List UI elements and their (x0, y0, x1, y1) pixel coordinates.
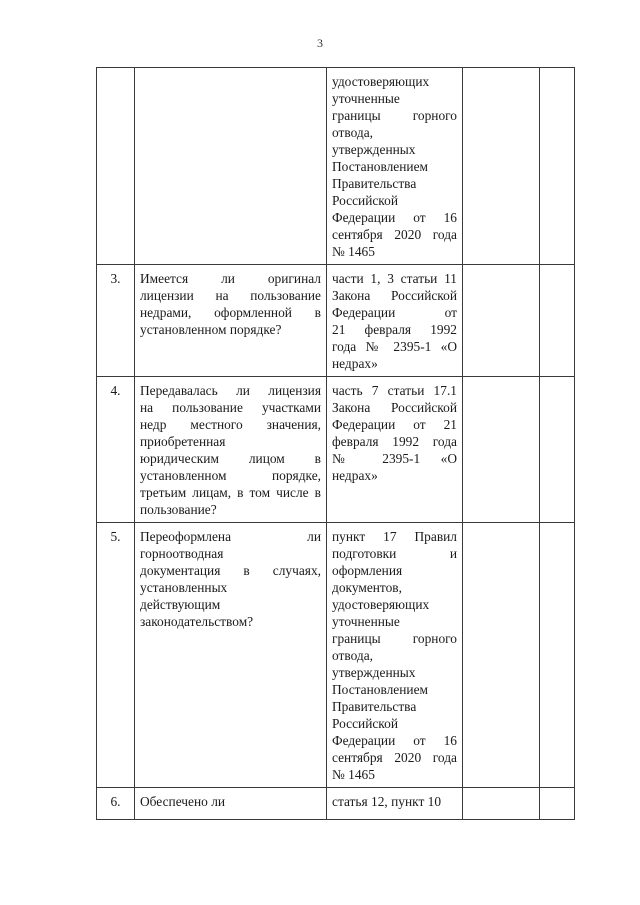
cell-text-line: юридическим лицом в (140, 451, 321, 466)
table-row (97, 788, 575, 820)
cell-text-line: установленном порядке? (140, 322, 282, 337)
cell-text-line: часть 7 статьи 17.1 (332, 383, 457, 398)
cell-text-line: оформления (332, 563, 403, 578)
note-cell (540, 377, 575, 523)
cell-text-line: приобретенная (140, 434, 226, 449)
cell-text-line: части 1, 3 статьи 11 (332, 271, 457, 286)
cell-text-line: документов, (332, 580, 402, 595)
cell-text-line: удостоверяющих (332, 74, 430, 89)
row-number: 3. (97, 265, 135, 377)
cell-text-line: отвода, (332, 125, 374, 140)
cell-text-line: горноотводная (140, 546, 224, 561)
row-number: 6. (97, 788, 135, 820)
row-number: 4. (97, 377, 135, 523)
question-cell (135, 68, 327, 265)
answer-cell (463, 523, 540, 788)
question-cell (135, 788, 327, 820)
cell-text-line: на пользование участками (140, 400, 321, 415)
cell-text-line: пункт 17 Правил (332, 529, 457, 544)
question-cell (135, 523, 327, 788)
cell-text-line: пользование? (140, 502, 217, 517)
note-cell (540, 265, 575, 377)
table-row (97, 377, 575, 523)
page-number: 3 (317, 36, 323, 50)
cell-text-line: сентября 2020 года (332, 750, 457, 765)
cell-text-line: подготовки и (332, 546, 457, 561)
cell-text-line: удостоверяющих (332, 597, 430, 612)
cell-text-line: Российской (332, 193, 398, 208)
cell-text-line: законодательством? (140, 614, 254, 629)
cell-text-line: установленных (140, 580, 228, 595)
cell-text-line: недрах» (332, 468, 378, 483)
cell-text-line: Правительства (332, 176, 417, 191)
legal-reference-cell (327, 265, 463, 377)
cell-text-line: уточненные (332, 614, 400, 629)
legal-reference-cell (327, 377, 463, 523)
cell-text-line: установленном порядке, (140, 468, 321, 483)
table-row (97, 523, 575, 788)
answer-cell (463, 788, 540, 820)
cell-text-line: документация в случаях, (140, 563, 321, 578)
row-number (97, 68, 135, 265)
cell-text-line: недрами, оформленной в (140, 305, 321, 320)
cell-text-line: Федерации от 16 (332, 210, 457, 225)
cell-text-line: Переоформлена ли (140, 529, 321, 544)
cell-text-line: февраля 1992 года (332, 434, 457, 449)
question-cell (135, 377, 327, 523)
answer-cell (463, 265, 540, 377)
answer-cell (463, 377, 540, 523)
cell-text-line: утвержденных (332, 142, 416, 157)
cell-text-line: Федерации от (332, 305, 457, 320)
cell-text-line: Закона Российской (332, 288, 457, 303)
cell-text-line: недрах» (332, 356, 378, 371)
cell-text-line: Постановлением (332, 682, 428, 697)
row-number: 5. (97, 523, 135, 788)
cell-text-line: № 2395-1 «О (332, 451, 457, 466)
cell-text-line: Имеется ли оригинал (140, 271, 321, 286)
cell-text-line: границы горного (332, 108, 457, 123)
cell-text-line: Федерации от 21 (332, 417, 457, 432)
cell-text-line: границы горного (332, 631, 457, 646)
cell-text-line: Обеспечено ли (140, 794, 226, 809)
cell-text-line: третьим лицам, в том числе в (140, 485, 321, 500)
legal-reference-cell (327, 788, 463, 820)
question-cell (135, 265, 327, 377)
note-cell (540, 788, 575, 820)
cell-text-line: Правительства (332, 699, 417, 714)
cell-text-line: утвержденных (332, 665, 416, 680)
cell-text-line: № 1465 (332, 767, 375, 782)
cell-text-line: уточненные (332, 91, 400, 106)
cell-text-line: Российской (332, 716, 398, 731)
checklist-table-body (97, 68, 575, 820)
cell-text-line: статья 12, пункт 10 (332, 794, 442, 809)
legal-reference-cell (327, 523, 463, 788)
cell-text-line: Постановлением (332, 159, 428, 174)
cell-text-line: 21 февраля 1992 (332, 322, 457, 337)
cell-text-line: сентября 2020 года (332, 227, 457, 242)
legal-reference-cell (327, 68, 463, 265)
cell-text-line: лицензии на пользование (140, 288, 321, 303)
note-cell (540, 523, 575, 788)
answer-cell (463, 68, 540, 265)
note-cell (540, 68, 575, 265)
cell-text-line: Федерации от 16 (332, 733, 457, 748)
cell-text-line: № 1465 (332, 244, 375, 259)
cell-text-line: отвода, (332, 648, 374, 663)
table-row (97, 265, 575, 377)
cell-text-line: Передавалась ли лицензия (140, 383, 321, 398)
cell-text-line: года № 2395-1 «О (332, 339, 457, 354)
table-row (97, 68, 575, 265)
cell-text-line: Закона Российской (332, 400, 457, 415)
cell-text-line: действующим (140, 597, 221, 612)
checklist-table (96, 67, 575, 820)
cell-text-line: недр местного значения, (140, 417, 321, 432)
